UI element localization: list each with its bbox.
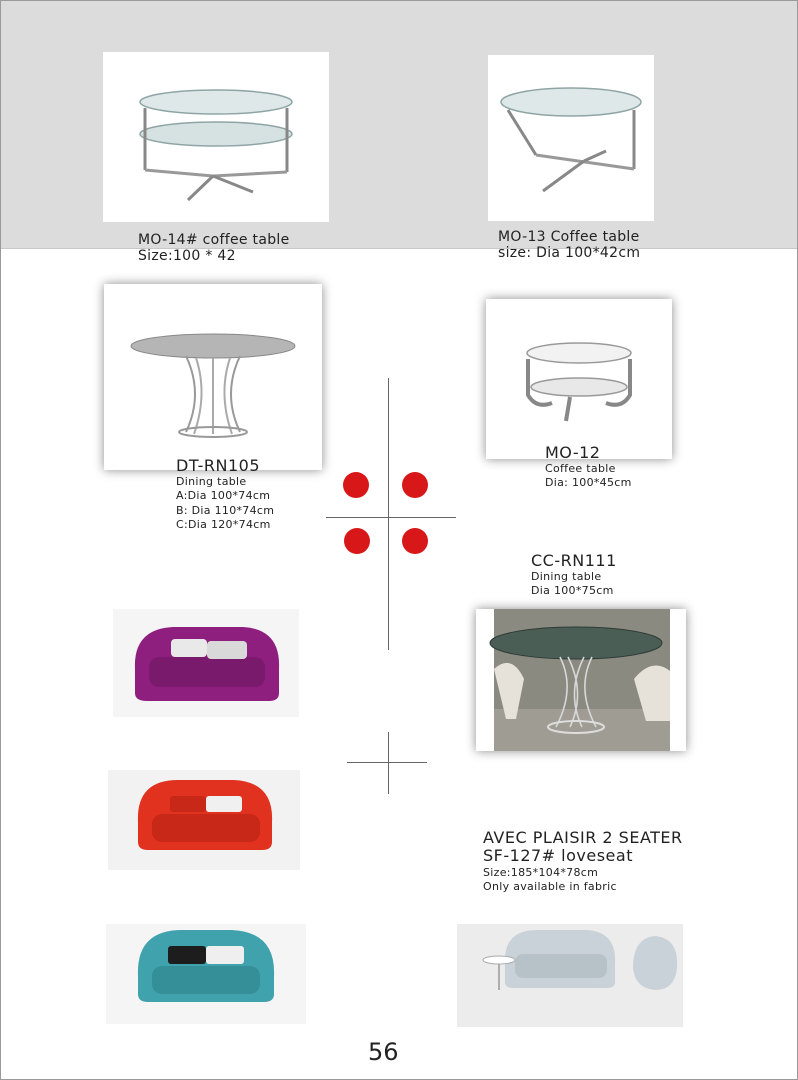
sf127-code: SF-127# loveseat	[483, 846, 633, 866]
center-horizontal-line	[326, 517, 456, 518]
mo14-caption	[138, 232, 290, 264]
mo14-size: Size:100 * 42	[138, 248, 236, 265]
page-number: 56	[368, 1038, 399, 1066]
dtrn105-type: Dining table	[176, 475, 247, 489]
ccrn111-type: Dining table	[531, 570, 602, 584]
dtrn105-size-c: C:Dia 120*74cm	[176, 517, 271, 531]
mo13-photo	[488, 55, 654, 221]
red-dot-1	[343, 472, 369, 498]
lower-vertical-line	[388, 732, 389, 794]
ccrn111-size: Dia 100*75cm	[531, 584, 614, 598]
mo12-code: MO-12	[545, 443, 601, 462]
mo14-photo	[103, 52, 329, 222]
mo12-size: Dia: 100*45cm	[545, 476, 632, 490]
dtrn105-code: DT-RN105	[176, 456, 261, 475]
red-dot-4	[402, 528, 428, 554]
sf127-size: Size:185*104*78cm	[483, 865, 599, 879]
mo14-name: MO-14# coffee table	[138, 232, 290, 248]
mo12-photo	[486, 299, 672, 459]
sofa-grey-photo	[457, 924, 683, 1027]
sf127-title: AVEC PLAISIR 2 SEATER	[483, 828, 683, 847]
sf127-note: Only available in fabric	[483, 879, 617, 893]
center-vertical-line	[388, 378, 389, 650]
dtrn105-size-b: B: Dia 110*74cm	[176, 503, 275, 517]
mo13-name: MO-13 Coffee table	[498, 229, 640, 245]
dtrn105-size-a: A:Dia 100*74cm	[176, 489, 271, 503]
mo12-type: Coffee table	[545, 462, 616, 476]
sofa-red-photo	[108, 770, 300, 870]
dtrn105-caption	[176, 457, 274, 532]
sofa-teal-photo	[106, 924, 306, 1024]
mo12-caption	[545, 444, 632, 491]
red-dot-3	[344, 528, 370, 554]
sf127-caption	[483, 829, 683, 894]
mo13-caption	[498, 229, 640, 261]
ccrn111-caption	[531, 552, 617, 599]
dtrn105-photo	[104, 284, 322, 470]
ccrn111-photo	[476, 609, 686, 751]
mo13-size: size: Dia 100*42cm	[498, 245, 641, 262]
red-dot-2	[402, 472, 428, 498]
lower-horizontal-line	[347, 762, 427, 763]
ccrn111-code: CC-RN111	[531, 551, 617, 570]
sofa-purple-photo	[113, 609, 299, 717]
